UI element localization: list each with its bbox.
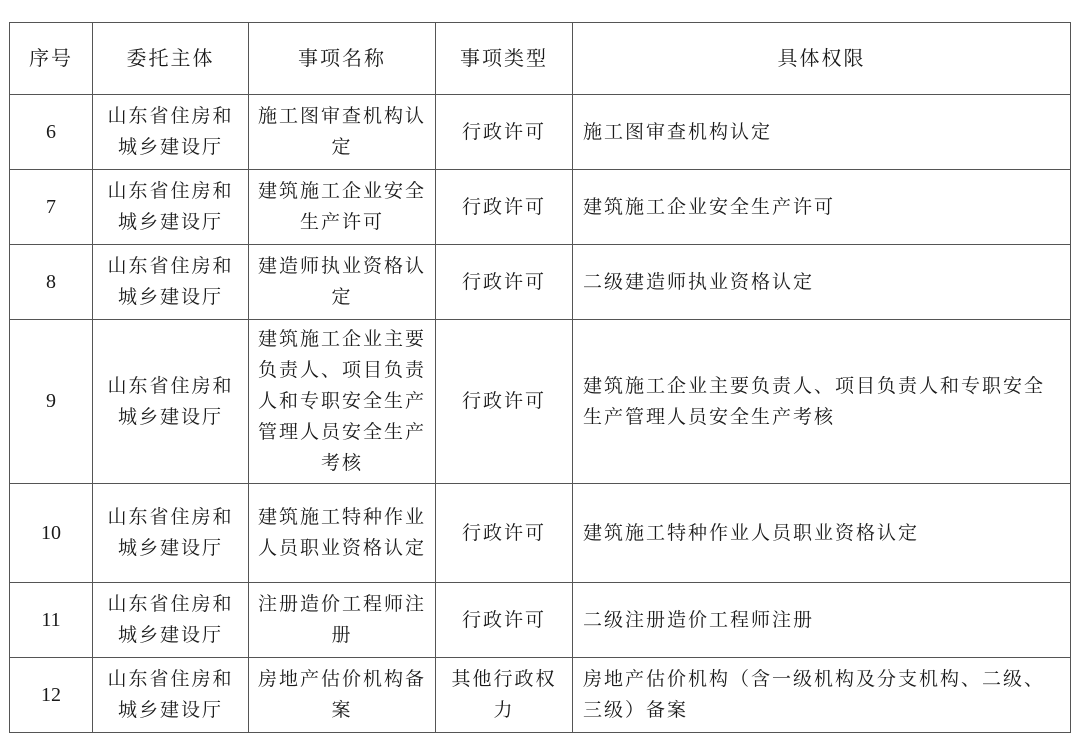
table-row (10, 658, 1071, 733)
cell-seq: 12 (10, 658, 93, 733)
cell-item-name: 建筑施工企业安全生产许可 (249, 170, 436, 245)
header-scope: 具体权限 (573, 23, 1071, 95)
cell-item-type: 行政许可 (436, 170, 573, 245)
cell-item-name: 建筑施工特种作业人员职业资格认定 (249, 484, 436, 583)
cell-entrusting-party: 山东省住房和城乡建设厅 (93, 95, 249, 170)
header-item-name: 事项名称 (249, 23, 436, 95)
cell-scope: 建筑施工企业安全生产许可 (573, 170, 1071, 245)
cell-seq: 8 (10, 245, 93, 320)
cell-entrusting-party: 山东省住房和城乡建设厅 (93, 484, 249, 583)
table-row (10, 484, 1071, 583)
header-item-type: 事项类型 (436, 23, 573, 95)
cell-entrusting-party: 山东省住房和城乡建设厅 (93, 170, 249, 245)
table-header (10, 23, 1071, 95)
cell-scope: 二级建造师执业资格认定 (573, 245, 1071, 320)
table-body (10, 95, 1071, 733)
cell-item-type: 行政许可 (436, 583, 573, 658)
table-row (10, 170, 1071, 245)
cell-scope: 建筑施工特种作业人员职业资格认定 (573, 484, 1071, 583)
cell-item-name: 注册造价工程师注册 (249, 583, 436, 658)
cell-item-name: 建造师执业资格认定 (249, 245, 436, 320)
table-row (10, 583, 1071, 658)
table-row (10, 95, 1071, 170)
cell-seq: 9 (10, 320, 93, 484)
cell-item-type: 行政许可 (436, 95, 573, 170)
header-entrusting-party: 委托主体 (93, 23, 249, 95)
cell-scope: 建筑施工企业主要负责人、项目负责人和专职安全生产管理人员安全生产考核 (573, 320, 1071, 484)
cell-seq: 7 (10, 170, 93, 245)
header-row (10, 23, 1071, 95)
cell-item-type: 其他行政权力 (436, 658, 573, 733)
cell-entrusting-party: 山东省住房和城乡建设厅 (93, 658, 249, 733)
cell-item-name: 建筑施工企业主要负责人、项目负责人和专职安全生产管理人员安全生产考核 (249, 320, 436, 484)
table-row (10, 320, 1071, 484)
table-row (10, 245, 1071, 320)
cell-seq: 11 (10, 583, 93, 658)
cell-entrusting-party: 山东省住房和城乡建设厅 (93, 320, 249, 484)
cell-scope: 施工图审查机构认定 (573, 95, 1071, 170)
header-seq: 序号 (10, 23, 93, 95)
cell-item-name: 房地产估价机构备案 (249, 658, 436, 733)
cell-item-type: 行政许可 (436, 245, 573, 320)
cell-entrusting-party: 山东省住房和城乡建设厅 (93, 245, 249, 320)
cell-seq: 10 (10, 484, 93, 583)
cell-item-name: 施工图审查机构认定 (249, 95, 436, 170)
cell-entrusting-party: 山东省住房和城乡建设厅 (93, 583, 249, 658)
cell-scope: 房地产估价机构（含一级机构及分支机构、二级、三级）备案 (573, 658, 1071, 733)
entrusted-authority-table (9, 22, 1071, 733)
cell-seq: 6 (10, 95, 93, 170)
cell-item-type: 行政许可 (436, 484, 573, 583)
cell-item-type: 行政许可 (436, 320, 573, 484)
cell-scope: 二级注册造价工程师注册 (573, 583, 1071, 658)
